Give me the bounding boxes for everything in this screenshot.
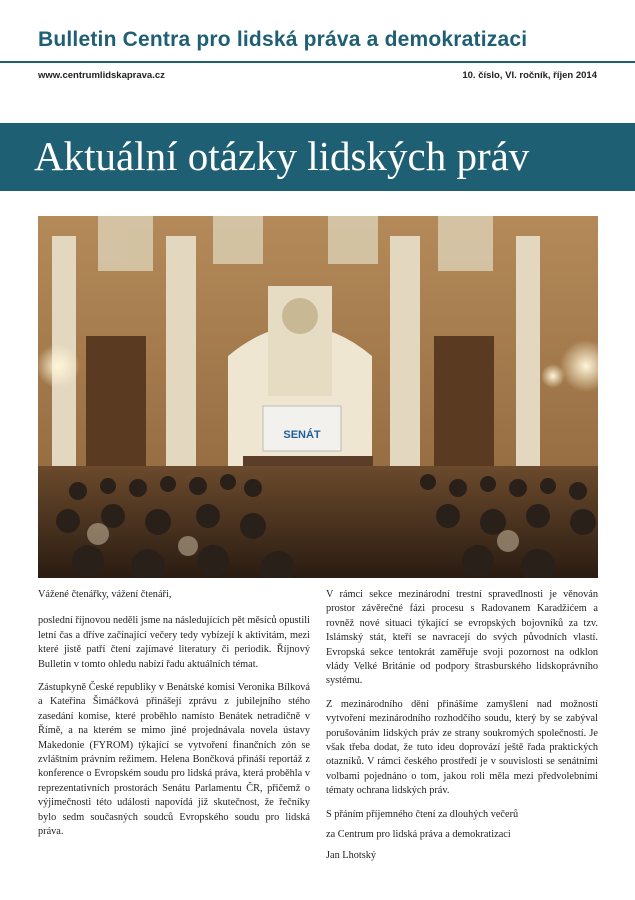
senate-sign-text: SENÁT: [283, 429, 321, 441]
author-name: Jan Lhotský: [326, 849, 377, 861]
signature-block: [326, 808, 598, 863]
paragraph: poslední říjnovou neděli jsme na následujících pět měsíců opustili letní čas a dříve začínající večery tedy vybízejí k aktivitám, mezi které jistě patří čtení zajímavé literatury či periodik. Říjnový Bulletin v tomto ohledu nabízí řadu aktuálních témat.: [38, 615, 310, 670]
masthead-rule: [0, 61, 635, 63]
title-banner: [0, 123, 635, 191]
banner-title: Aktuální otázky lidských práv: [34, 133, 530, 179]
website-link[interactable]: www.centrumlidskaprava.cz: [38, 70, 165, 81]
closing-org: za Centrum pro lidská práva a demokratizaci: [326, 829, 511, 841]
column-left: [38, 588, 310, 849]
issue-info: 10. číslo, VI. ročník, říjen 2014: [462, 70, 597, 81]
paragraph: Zástupkyně České republiky v Benátské komisi Veronika Bílková a Kateřina Šimáčková přinášejí zprávu z jubilejního stého zasedání komise, které proběhlo namísto Benátek netradičně v Římě, a na kterém se mimo jiné projednávala novela ústavy Makedonie (FYROM) týkající se vytvoření finančních zón se zvláštním právním režimem. Helena Bončková přináší reportáž z konference o Evropském soudu pro lidská práva, která proběhla v reprezentativních prostorách Senátu Parlamentu ČR, přičemž o výjimečnosti této události napovídá již skutečnost, že řečníky bylo sedm současných soudců Evropského soudu pro lidská práva.: [38, 682, 310, 838]
greeting: Vážené čtenářky, vážení čtenáři,: [38, 589, 172, 600]
column-right: [326, 588, 598, 869]
paragraph: V rámci sekce mezinárodní trestní spravedlnosti je věnován prostor závěrečné fázi procesu s Radovanem Karadžićem a rovněž nové situaci týkající se evropských bojovníků za tzv. Islámský stát, kteří se navracejí do svých původních vlastí. Evropská sekce tentokrát zaměřuje svoji pozornost na odklon vlády Velké Británie od podpory štrasburského lidskoprávního systému.: [326, 589, 598, 687]
closing-line: S přáním příjemného čtení za dlouhých večerů: [326, 808, 519, 820]
masthead-title: Bulletin Centra pro lidská práva a demokratizaci: [38, 28, 528, 51]
conference-photo: [38, 216, 598, 578]
paragraph: Z mezinárodního dění přinášíme zamyšlení nad možností vytvoření mezinárodního rozhodčího soudu, který by se zabýval porušováním lidských práv ze strany soukromých společností. Je však třeba dodat, že tuto ideu doprovází ještě řada praktických otazníků. V rámci českého prostředí je v souvislosti se senátními volbami pojednáno o tom, jakou roli měla mezi předvolebními tématy ochrana lidských práv.: [326, 698, 598, 797]
